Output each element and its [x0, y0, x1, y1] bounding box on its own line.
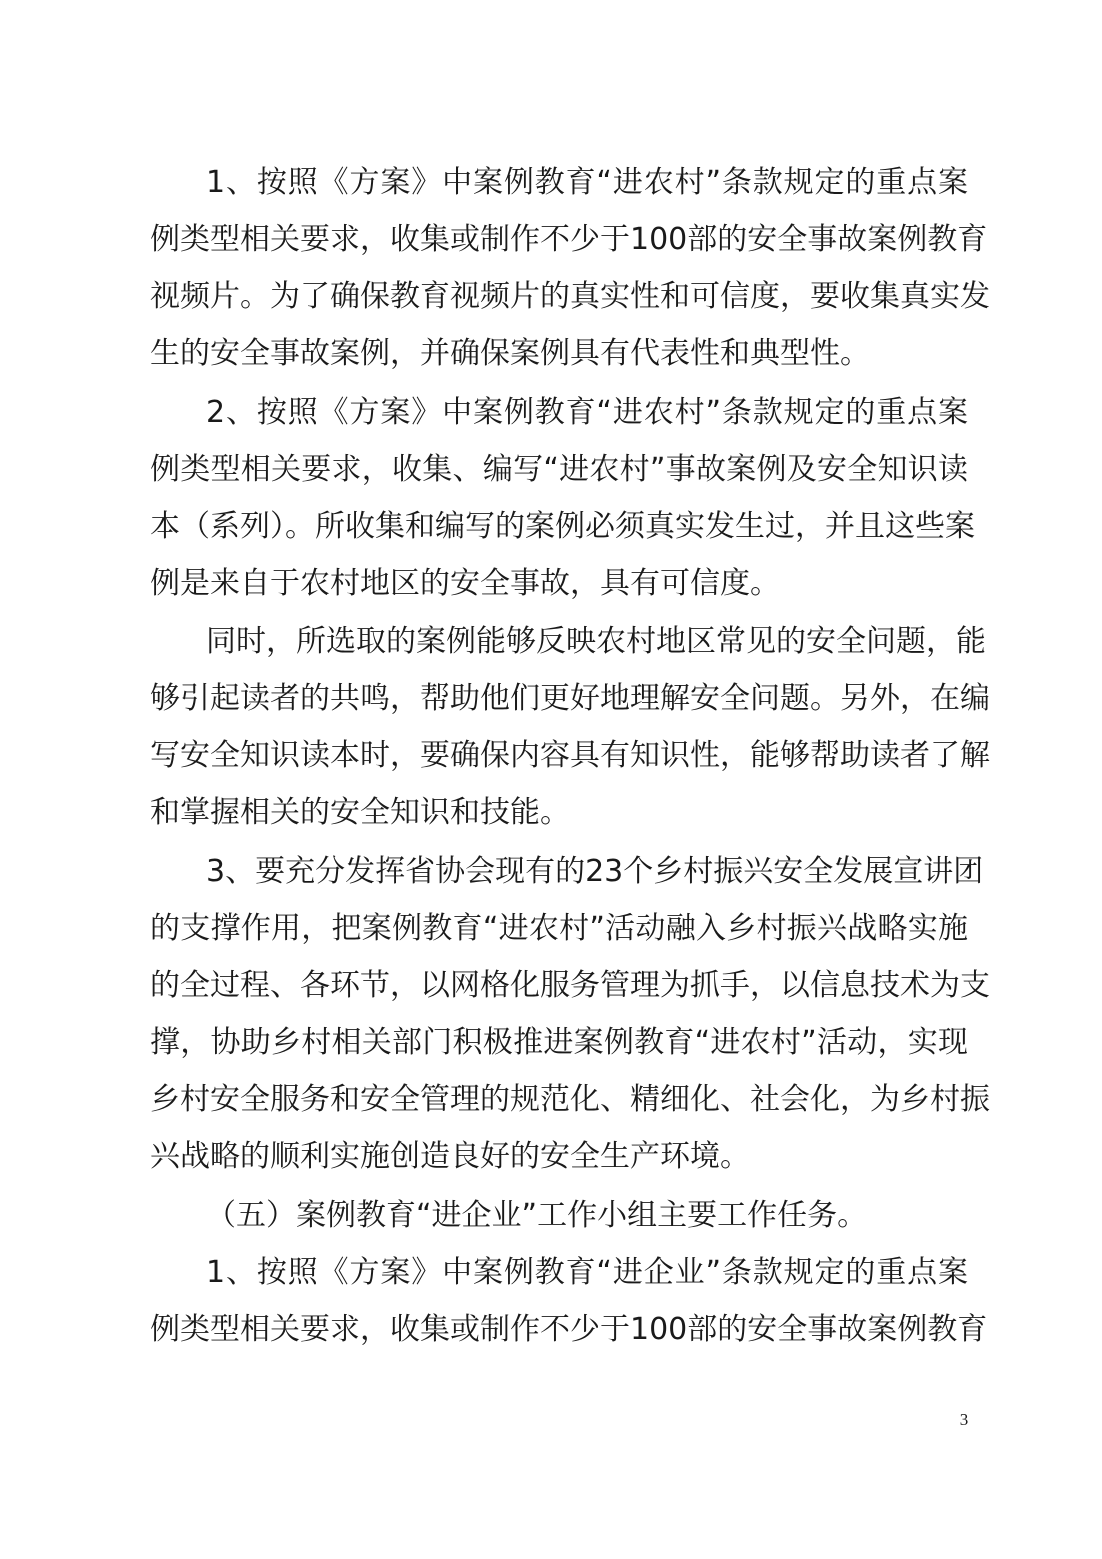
text-line: 生的安全事故案例，并确保案例具有代表性和典型性。	[150, 336, 870, 371]
text-line: 1、按照《方案》中案例教育“进企业”条款规定的重点案	[206, 1255, 968, 1290]
text-line: 2、按照《方案》中案例教育“进农村”条款规定的重点案	[206, 395, 968, 430]
text-line: 例类型相关要求，收集或制作不少于100部的安全事故案例教育	[150, 1312, 988, 1347]
text-line: 同时，所选取的案例能够反映农村地区常见的安全问题，能	[206, 624, 986, 659]
text-line: 的全过程、各环节，以网格化服务管理为抓手，以信息技术为支	[150, 968, 990, 1003]
text-line: 够引起读者的共鸣，帮助他们更好地理解安全问题。另外，在编	[150, 681, 990, 716]
text-line: 的支撑作用，把案例教育“进农村”活动融入乡村振兴战略实施	[150, 911, 968, 946]
text-line: 1、按照《方案》中案例教育“进农村”条款规定的重点案	[206, 165, 968, 200]
text-line: 和掌握相关的安全知识和技能。	[150, 795, 570, 830]
page-number: 3	[959, 1410, 969, 1429]
text-line: 3、要充分发挥省协会现有的23个乡村振兴安全发展宣讲团	[206, 854, 984, 889]
text-line: 例是来自于农村地区的安全事故，具有可信度。	[150, 566, 780, 601]
text-line: 写安全知识读本时，要确保内容具有知识性，能够帮助读者了解	[150, 738, 990, 773]
text-line: 视频片。为了确保教育视频片的真实性和可信度，要收集真实发	[150, 279, 990, 314]
text-line: 例类型相关要求，收集、编写“进农村”事故案例及安全知识读	[150, 452, 968, 487]
text-line: 例类型相关要求，收集或制作不少于100部的安全事故案例教育	[150, 222, 988, 257]
text-line: 撑，协助乡村相关部门积极推进案例教育“进农村”活动，实现	[150, 1025, 968, 1060]
section-heading: （五）案例教育“进企业”工作小组主要工作任务。	[206, 1198, 868, 1233]
text-line: 本（系列）。所收集和编写的案例必须真实发生过，并且这些案	[150, 509, 975, 544]
text-line: 兴战略的顺利实施创造良好的安全生产环境。	[150, 1139, 750, 1174]
text-line: 乡村安全服务和安全管理的规范化、精细化、社会化，为乡村振	[150, 1082, 990, 1117]
